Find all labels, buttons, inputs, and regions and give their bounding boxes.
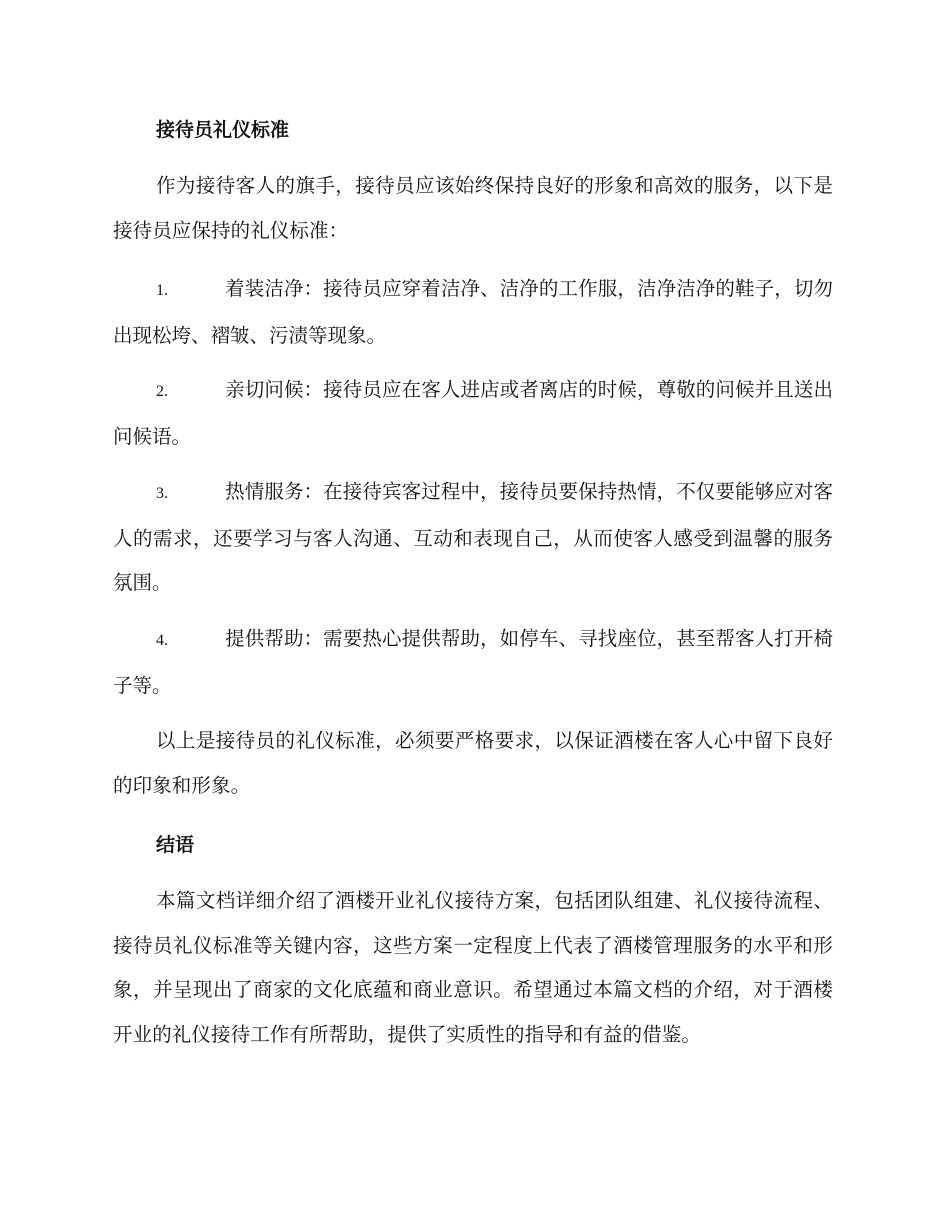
list-item-number: 3.: [156, 485, 168, 502]
list-item-4: [113, 617, 833, 708]
list-item-2: [113, 368, 833, 459]
section-heading-receptionist-etiquette: 接待员礼仪标准: [156, 119, 290, 141]
list-item-text: 提供帮助：需要热心提供帮助，如停车、寻找座位，甚至帮客人打开椅子等。: [113, 627, 833, 697]
list-item-number: 2.: [156, 383, 168, 400]
list-item-text: 着装洁净：接待员应穿着洁净、洁净的工作服，洁净洁净的鞋子，切勿出现松垮、褶皱、污渍等现象。: [113, 277, 833, 347]
list-item-text: 亲切问候：接待员应在客人进店或者离店的时候，尊敬的问候并且送出问候语。: [113, 378, 833, 448]
list-item-1: [113, 267, 833, 358]
summary-paragraph: 以上是接待员的礼仪标准，必须要严格要求，以保证酒楼在客人心中留下良好的印象和形象。: [113, 729, 833, 797]
intro-paragraph: 作为接待客人的旗手，接待员应该始终保持良好的形象和高效的服务，以下是接待员应保持的礼仪标准：: [113, 174, 833, 242]
conclusion-paragraph: 本篇文档详细介绍了酒楼开业礼仪接待方案，包括团队组建、礼仪接待流程、接待员礼仪标准等关键内容，这些方案一定程度上代表了酒楼管理服务的水平和形象，并呈现出了商家的文化底蕴和商业意识。希望通过本篇文档的介绍，对于酒楼开业的礼仪接待工作有所帮助，提供了实质性的指导和有益的借鉴。: [113, 889, 833, 1046]
list-item-3: [113, 470, 833, 606]
list-item-number: 1.: [156, 282, 168, 299]
list-item-number: 4.: [156, 632, 168, 649]
list-item-text: 热情服务：在接待宾客过程中，接待员要保持热情，不仅要能够应对客人的需求，还要学习与客人沟通、互动和表现自己，从而使客人感受到温馨的服务氛围。: [113, 480, 833, 594]
section-heading-conclusion: 结语: [156, 834, 195, 856]
